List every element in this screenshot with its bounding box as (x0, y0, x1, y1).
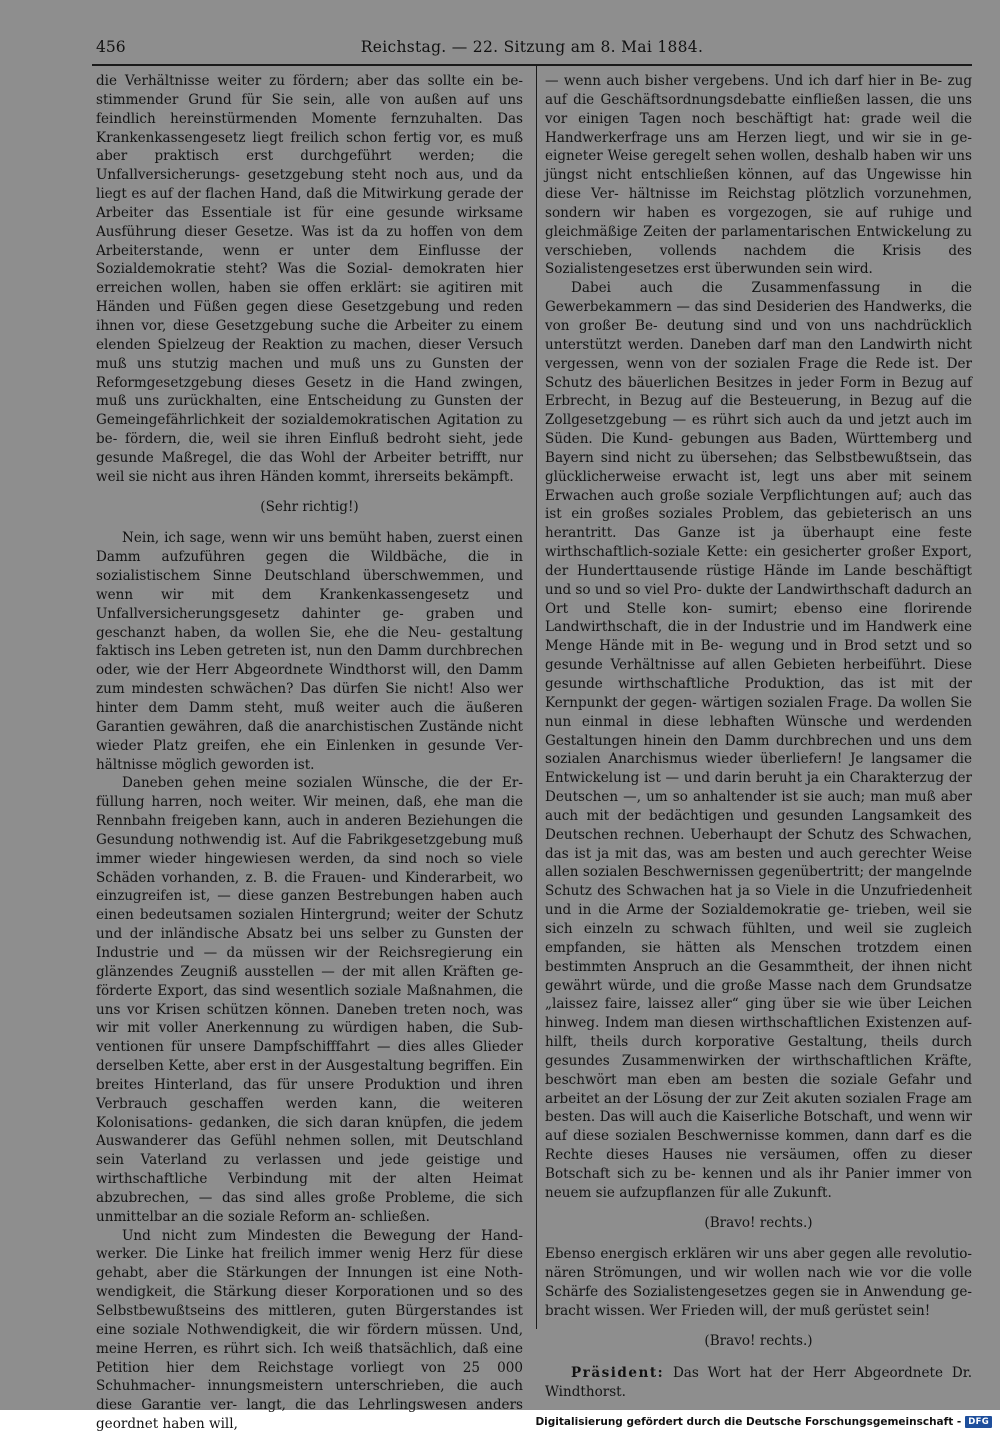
dfg-logo-badge: DFG (965, 1416, 992, 1428)
credit-text: Digitalisierung gefördert durch die Deutsche Forschungsgemeinschaft - (535, 1416, 962, 1428)
paragraph: Nein, ich sage, wenn wir uns bemüht haben, zuerst einen Damm aufzuführen gegen die Wildbäche, die in sozialistischem Sinne Deutschland überschwemmen, und wenn wir mit dem Krankenkassengesetz und Unfallversicherungsgesetz dahinter ge- graben und geschanzt haben, da wollen Sie, ehe die Neu- gestaltung faktisch ins Leben getreten ist, nun den Damm durchbrechen oder, wie der Herr Abgeordnete Windthorst will, den Damm zum mindesten schwächen? Das dürfen Sie nicht! Also wer hinter dem Damm steht, muß weiter auch die äußeren Garantien gewähren, daß die anarchistischen Zustände nicht wieder Platz greifen, ehe ein Einlenken in gesunde Ver- hältnisse möglich geworden ist. (96, 530, 523, 773)
paragraph: Und nicht zum Mindesten die Bewegung der Hand- werker. Die Linke hat freilich immer wenig Herz für diese gehabt, aber die Stärkungen der Innungen ist eine Noth- wendigkeit, die Stärkung dieser Korporationen und so des Selbstbewußtseins des mittleren, guten Bürgerstandes ist eine soziale Nothwendigkeit, die wir fördern müssen. Und, meine Herren, es rührt sich. Ich weiß thatsächlich, daß eine Petition hier dem Reichstage vorliegt von 25 000 Schuhmacher- innungsmeistern unterschrieben, die auch diese Garantie ver- langt, die das Lehrlingswesen anders geordnet haben will, (96, 1227, 523, 1433)
running-title: Reichstag. — 22. Sitzung am 8. Mai 1884. (360, 38, 704, 56)
paragraph: Daneben gehen meine sozialen Wünsche, die der Er- füllung harren, noch weiter. Wir meinen, daß, ehe man die Rennbahn freigeben kann, auch in anderen Beziehungen die Gesundung nothwendig ist. Auf die Fabrikgesetzgebung muß immer wieder hingewiesen werden, da sind noch so viele Schäden vorhanden, z. B. die Frauen- und Kinderarbeit, wo einzugreifen ist, — diese ganzen Bestrebungen haben auch einen bedeutsamen sozialen Hintergrund; weiter der Schutz und der inländische Absatz bei uns selber zu Gunsten der Industrie und — da müssen wir der Reichsregierung ein glänzendes Zeugniß ausstellen — der mit allen Kräften ge- förderte Export, das sind wesentlich soziale Maßnahmen, die uns vor Krisen schützen können. Daneben treten noch, was wir mit voller Anerkennung zu würdigen haben, die Sub- ventionen für unsere Dampfschifffahrt — dies alles Glieder derselben Kette, aber erst in der Ausgestaltung begriffen. Ein breites Hinterland, das für unsere Produktion und ihren Verbrauch geschaffen werden kann, die weiteren Kolonisations- gedanken, die sich daran knüpfen, die jedem Auswanderer das Gefühl nehmen sollen, mit Deutschland sein Vaterland zu verlassen und jede geistige und wirthschaftliche Verbindung mit der alten Heimat abzubrechen, — das sind alles große Probleme, die sich unmittelbar an die soziale Reform an- schließen. (96, 775, 523, 1225)
paragraph: die Verhältnisse weiter zu fördern; aber das sollte ein be- stimmender Grund für Sie sein, alle von außen auf uns feindlich hereinstürmenden Momente fernzuhalten. Das Krankenkassengesetz liegt freilich schon fertig vor, es muß aber praktisch erst durchgeführt werden; die Unfallversicherungs- gesetzgebung steht noch aus, und da liegt es auf der flachen Hand, daß die Mitwirkung gerade der Arbeiter das Essentiale ist für eine gesunde wirksame Ausführung dieser Gesetze. Was ist da zu hoffen von dem Arbeiterstande, wenn er unter dem Einflusse der Sozialdemokratie steht? Was die Sozial- demokraten hier erreichen wollen, haben sie offen erklärt: sie agitiren mit Händen und Füßen gegen diese Gesetzgebung und reden ihnen vor, diese Gesetzgebung suche die Arbeiter zu einem elenden Spielzeug der Reaktion zu machen, dieser Versuch muß uns stutzig machen und muß uns zu Gunsten der Reformgesetzgebung dieses Gesetz in die Hand zwingen, muß uns zurückhalten, eine Entscheidung zu Gunsten der Gemeingefährlichkeit der sozialdemokratischen Agitation zu be- fördern, die, weil sie ihren Einfluß bedroht sieht, jede gesunde Maßregel, die das Wohl der Arbeiter betrifft, nur weil sie nicht aus ihren Händen kommt, ihrerseits bekämpft. (96, 73, 523, 485)
interjection: (Bravo! rechts.) (704, 1332, 813, 1349)
paragraph: Ebenso energisch erklären wir uns aber gegen alle revolutio- nären Strömungen, und wir wollen nach wie vor die volle Schärfe des Sozialistengesetzes gegen sie in Anwendung ge- bracht wissen. Wer Frieden will, der muß gerüstet sein! (545, 1246, 972, 1319)
paragraph: Dabei auch die Zusammenfassung in die Gewerbekammern — das sind Desiderien des Handwerks, die von großer Be- deutung sind und von uns nachdrücklich unterstützt werden. Daneben darf man den Landwirth nicht vergessen, wenn von der sozialen Frage die Rede ist. Der Schutz des bäuerlichen Besitzes in jeder Form in Bezug auf Erbrecht, in Bezug auf die Besteuerung, in Bezug auf die Zollgesetzgebung — es rührt sich auch da und jetzt auch im Süden. Die Kund- gebungen aus Baden, Württemberg und Bayern sind nicht zu übersehen; das Selbstbewußtsein, das glücklicherweise erwacht ist, legt uns aber mit seinem Erwachen auch große soziale Verpflichtungen auf; auch das ist ein großes soziales Problem, das gebieterisch an uns herantritt. Das Ganze ist ja überhaupt eine feste wirthschaftlich-soziale Kette: ein gesicherter großer Export, der Hunderttausende rüstige Hände im Lande beschäftigt und so und so viel Pro- dukte der Landwirthschaft dadurch an Ort und Stelle kon- sumirt; ebenso eine florirende Landwirthschaft, die in der Industrie und im Handwerk eine Menge Hände mit in Be- wegung und in Brod setzt und so gesunde Verhältnisse auf allen Gebieten herbeiführt. Diese gesunde wirthschaftliche Produktion, das ist mit der Kernpunkt der gegen- wärtigen sozialen Frage. Da wollen Sie nun einmal in diese lebhaften Wünsche und werdenden Gestaltungen hinein den Damm durchbrechen und uns dem sozialen Anarchismus wieder überliefern! Je langsamer die Entwickelung ist — und darin beruht ja ein Charakterzug der Deutschen —, um so anhaltender ist sie auch; man muß aber auch mit der bedächtigen und gesunden Langsamkeit des Deutschen rechnen. Ueberhaupt der Schutz des Schwachen, das ist ja mit das, was am besten und auch gerechter Weise allen sozialen Beschwernissen gegenübertritt; der mangelnde Schutz des Schwachen hat ja so Viele in die Unzufriedenheit und in die Arme der Sozialdemokratie ge- trieben, weil sie sich einzeln zu schwach fühlten, und weil sie zugleich empfanden, sie hätten als Menschen trotzdem einen bestimmten Anspruch an die Gesammtheit, der ihnen nicht gewährt würde, und die große Masse nach dem Grundsatze „laissez faire, laissez aller“ ging über sie wie über Leichen hinweg. Indem man diesen wirthschaftlichen Existenzen auf- hilft, theils durch korporative Gestaltung, theils durch gesundes Zusammenwirken der wirthschaftlichen Kräfte, beschwört man eben am besten die soziale Gefahr und arbeitet an der Lösung der zur Zeit akuten sozialen Frage am besten. Das will auch die Kaiserliche Botschaft, und wenn wir auf diese sozialen Beschwernisse kommen, dann darf es die Rechte dieses Hauses nie versäumen, offen zu dieser Botschaft sich zu be- kennen und als ihr Panier immer von neuem sie aufzupflanzen für alle Zukunft. (545, 280, 972, 1201)
paragraph: — wenn auch bisher vergebens. Und ich darf hier in Be- zug auf die Geschäftsordnungsdebatte einfließen lassen, die uns vor einigen Tagen noch beschäftigt hat: grade weil die Handwerkerfrage uns am Herzen liegt, und wir sie in ge- eigneter Weise geregelt sehen wollen, deshalb haben wir uns jüngst nicht entschließen können, auf das Ungewisse hin diese Ver- hältnisse im Reichstag plötzlich vorzunehmen, sondern wir haben es vorgezogen, sie auf ruhige und gleichmäßige Zeiten der parlamentarischen Entwickelung zu verschieben, vollends nachdem die Krisis des Sozialistengesetzes erst überwunden sein wird. (545, 73, 972, 278)
header-rule (92, 64, 972, 66)
running-header (96, 34, 968, 60)
digitization-credit (535, 1414, 992, 1430)
interjection: (Bravo! rechts.) (704, 1214, 813, 1231)
left-column (96, 72, 523, 1434)
speaker-paragraph (545, 1364, 972, 1402)
right-column (545, 72, 972, 1401)
speaker-text: Das Wort hat der Herr Abgeordnete Dr. Windthorst. (545, 1364, 972, 1400)
column-divider (536, 64, 537, 1329)
speaker-name: Präsident: (571, 1364, 665, 1381)
page-number: 456 (96, 38, 126, 56)
interjection: (Sehr richtig!) (260, 498, 359, 515)
